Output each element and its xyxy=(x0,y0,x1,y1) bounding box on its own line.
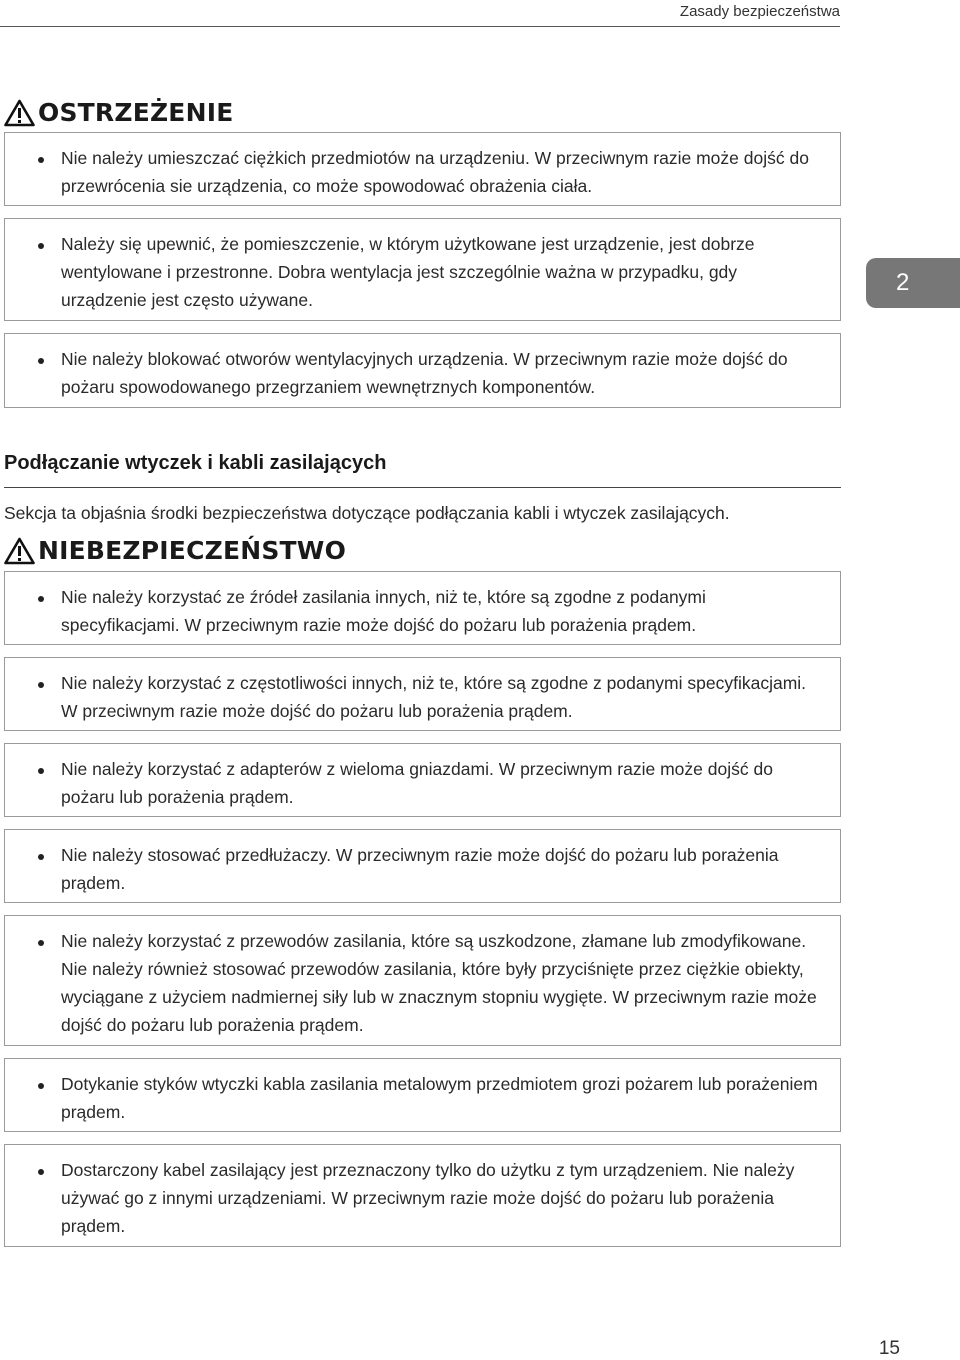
list-item xyxy=(5,572,840,650)
section-title-rule xyxy=(4,487,841,488)
bullet-icon xyxy=(38,682,44,688)
list-item xyxy=(5,658,840,736)
list-item xyxy=(5,133,840,211)
danger-item-text: Nie należy korzystać ze źródeł zasilania innych, niż te, które są zgodne z podanymi specyfikacjami. W przeciwnym razie może dojść do pożaru lub porażenia prądem. xyxy=(61,587,706,635)
header-rule xyxy=(0,26,840,27)
warning-heading-text: OSTRZEŻENIE xyxy=(38,98,234,127)
danger-list xyxy=(4,571,841,1247)
list-item xyxy=(5,916,840,1050)
bullet-icon xyxy=(38,768,44,774)
danger-box xyxy=(4,743,841,817)
danger-item-text: Nie należy stosować przedłużaczy. W przeciwnym razie może dojść do pożaru lub porażenia prądem. xyxy=(61,845,779,893)
danger-box xyxy=(4,571,841,645)
danger-box xyxy=(4,1058,841,1132)
danger-item-text: Dostarczony kabel zasilający jest przeznaczony tylko do użytku z tym urządzeniem. Nie należy używać go z innymi urządzeniami. W przeciwnym razie może dojść do pożaru lub porażenia prądem. xyxy=(61,1160,795,1236)
section-intro: Sekcja ta objaśnia środki bezpieczeństwa dotyczące podłączania kabli i wtyczek zasilających. xyxy=(4,503,730,523)
danger-item-text: Nie należy korzystać z przewodów zasilania, które są uszkodzone, złamane lub zmodyfikowane. Nie należy również stosować przewodów zasilania, które były przyciśnięte przez ciężkie obiekty, wyciągane z użyciem nadmiernej siły lub w znacznym stopniu wygięte. W przeciwnym razie może dojść do pożaru lub porażenia prądem. xyxy=(61,931,817,1035)
danger-heading xyxy=(4,536,346,565)
list-item xyxy=(5,830,840,908)
bullet-icon xyxy=(38,854,44,860)
danger-item-text: Dotykanie styków wtyczki kabla zasilania metalowym przedmiotem grozi pożarem lub porażeniem prądem. xyxy=(61,1074,818,1122)
chapter-tab: 2 xyxy=(866,258,960,308)
warning-list xyxy=(4,132,841,408)
bullet-icon xyxy=(38,940,44,946)
section-title: Podłączanie wtyczek i kabli zasilających xyxy=(4,452,387,474)
danger-box xyxy=(4,1144,841,1247)
warning-box xyxy=(4,218,841,321)
warning-triangle-icon xyxy=(4,537,35,565)
warning-triangle-icon xyxy=(4,99,35,127)
list-item xyxy=(5,1059,840,1137)
warning-box xyxy=(4,132,841,206)
warning-item-text: Nie należy blokować otworów wentylacyjnych urządzenia. W przeciwnym razie może dojść do pożaru spowodowanego przegrzaniem wewnętrznych komponentów. xyxy=(61,349,788,397)
danger-box xyxy=(4,657,841,731)
danger-item-text: Nie należy korzystać z adapterów z wieloma gniazdami. W przeciwnym razie może dojść do pożaru lub porażenia prądem. xyxy=(61,759,773,807)
list-item xyxy=(5,744,840,822)
danger-heading-text: NIEBEZPIECZEŃSTWO xyxy=(38,536,347,565)
warning-box xyxy=(4,333,841,408)
list-item xyxy=(5,1145,840,1251)
danger-box xyxy=(4,829,841,903)
danger-item-text: Nie należy korzystać z częstotliwości innych, niż te, które są zgodne z podanymi specyfikacjami. W przeciwnym razie może dojść do pożaru lub porażenia prądem. xyxy=(61,673,807,721)
page-number: 15 xyxy=(878,1338,900,1359)
list-item xyxy=(5,334,840,412)
bullet-icon xyxy=(38,1169,44,1175)
bullet-icon xyxy=(38,596,44,602)
list-item xyxy=(5,219,840,325)
running-header: Zasady bezpieczeństwa xyxy=(679,3,840,20)
danger-box xyxy=(4,915,841,1046)
warning-heading xyxy=(4,98,233,127)
bullet-icon xyxy=(38,243,44,249)
bullet-icon xyxy=(38,1083,44,1089)
warning-item-text: Nie należy umieszczać ciężkich przedmiotów na urządzeniu. W przeciwnym razie może dojść do przewrócenia sie urządzenia, co może spowodować obrażenia ciała. xyxy=(61,148,809,196)
bullet-icon xyxy=(38,358,44,364)
warning-item-text: Należy się upewnić, że pomieszczenie, w którym użytkowane jest urządzenie, jest dobrze wentylowane i przestronne. Dobra wentylacja jest szczególnie ważna w przypadku, gdy urządzenie jest często używane. xyxy=(61,234,755,310)
bullet-icon xyxy=(38,157,44,163)
